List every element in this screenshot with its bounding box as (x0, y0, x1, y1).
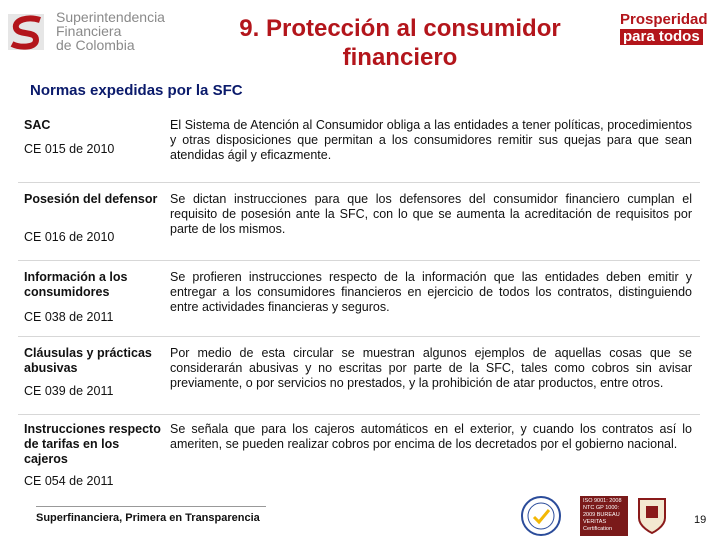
norm-code: CE 015 de 2010 (24, 142, 115, 156)
norm-code: CE 016 de 2010 (24, 230, 115, 244)
norm-name: Posesión del defensor (24, 192, 158, 206)
norm-code: CE 039 de 2011 (24, 384, 114, 398)
section-subtitle: Normas expedidas por la SFC (30, 82, 243, 99)
table-row (18, 110, 700, 183)
row-left-cell (24, 118, 164, 156)
table-row (18, 184, 700, 261)
logo-line-3: de Colombia (56, 37, 135, 53)
row-left-cell (24, 270, 164, 324)
norm-name: Información a los consumidores (24, 270, 128, 299)
row-left-cell (24, 422, 164, 488)
table-row (18, 262, 700, 337)
escudo-icon (636, 496, 668, 536)
footer-text: Superfinanciera, Primera en Transparencia (36, 512, 260, 524)
norm-description: Se dictan instrucciones para que los defensores del consumidor financiero cumplan el requisito de posesión ante la SFC, con lo que se aumenta la acreditación de requisitos por parte de los mismos. (170, 192, 692, 236)
prosperidad-line-1: Prosperidad (620, 11, 708, 28)
prosperidad-logo (620, 12, 712, 46)
footer-divider (36, 506, 266, 507)
row-left-cell (24, 346, 164, 398)
certification-seal-icon (520, 495, 562, 537)
norm-code: CE 054 de 2011 (24, 474, 114, 488)
norm-name: SAC (24, 118, 51, 132)
prosperidad-line-2: para todos (620, 29, 703, 45)
sfc-logo-text (56, 10, 165, 52)
norm-description: Se profieren instrucciones respecto de la información que las entidades deben emitir y entregar a los consumidores financieros en ejercicio de todos los contratos, distinguiendo entre actividades financieras y seguros. (170, 270, 692, 314)
page-title: 9. Protección al consumidor financiero (239, 15, 561, 71)
sfc-logo-icon (6, 10, 50, 54)
page-number: 19 (694, 514, 707, 526)
table-row (18, 414, 700, 488)
table-row (18, 338, 700, 415)
norm-name: Instrucciones respecto de tarifas en los cajeros (24, 422, 161, 466)
norm-description: Por medio de esta circular se muestran algunos ejemplos de aquellas cosas que se considerarán abusivas y no escritas por parte de la SFC, tales como cobros sin avisar previamente, o por servicios no prestados, y la prohibición de atar productos, entre otros. (170, 346, 692, 390)
norm-description: El Sistema de Atención al Consumidor obliga a las entidades a tener políticas, procedimientos y otras disposiciones que permitan a los consumidores remitir sus quejas para que sean atendidas ágil y eficazmente. (170, 118, 692, 162)
norm-code: CE 038 de 2011 (24, 310, 114, 324)
row-left-cell (24, 192, 164, 244)
logo-line-1: Superintendencia (56, 9, 165, 25)
bureau-veritas-badge: ISO 9001: 2008 NTC GP 1000: 2009 BUREAU VERITAS Certification (580, 496, 628, 536)
norm-name: Cláusulas y prácticas abusivas (24, 346, 152, 375)
logo-line-2: Financiera (56, 23, 122, 39)
norm-description: Se señala que para los cajeros automáticos en el exterior, y cuando los contratos así lo ameriten, se pueden realizar cobros por encima de los decretados por el gobierno nacional. (170, 422, 692, 451)
sfc-logo (6, 8, 171, 56)
